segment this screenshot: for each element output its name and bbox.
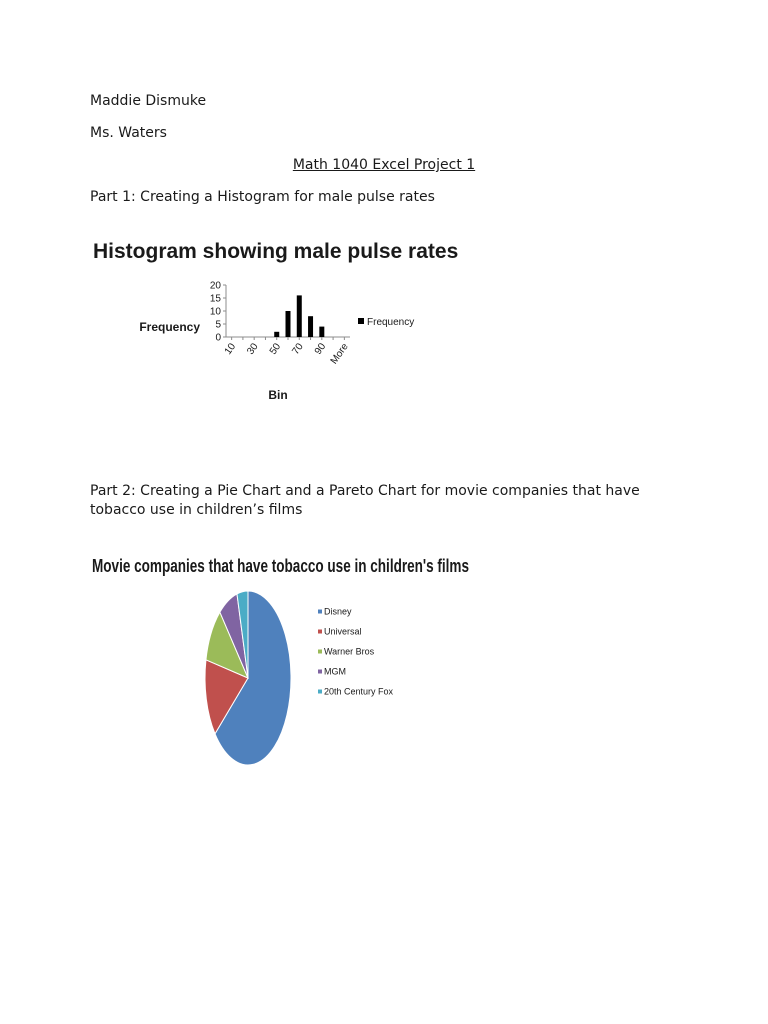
pie-legend-swatch bbox=[318, 690, 322, 694]
pie-legend bbox=[318, 607, 394, 697]
histogram-bar bbox=[297, 295, 302, 337]
histogram-y-tick-label: 0 bbox=[215, 332, 221, 344]
histogram-chart bbox=[93, 240, 458, 402]
pie-legend-label: 20th Century Fox bbox=[324, 686, 394, 697]
pie-legend-label: Disney bbox=[324, 606, 352, 617]
histogram-x-ticks bbox=[223, 337, 351, 366]
histogram-bar bbox=[308, 316, 313, 337]
histogram-x-axis-label: Bin bbox=[268, 388, 288, 402]
pie-legend-label: Warner Bros bbox=[324, 646, 375, 657]
histogram-x-tick-label: 30 bbox=[245, 341, 261, 357]
histogram-bar bbox=[319, 327, 324, 337]
histogram-y-tick-label: 15 bbox=[209, 293, 221, 305]
pie-chart bbox=[92, 556, 469, 765]
histogram-x-tick-label: 90 bbox=[312, 341, 329, 357]
histogram-legend-swatch bbox=[358, 318, 364, 324]
part2-heading-line2: tobacco use in children’s films bbox=[90, 502, 303, 518]
teacher-name: Ms. Waters bbox=[90, 125, 167, 141]
histogram-x-tick-label: More bbox=[328, 341, 351, 367]
part1-heading: Part 1: Creating a Histogram for male pulse rates bbox=[90, 189, 435, 205]
student-name: Maddie Dismuke bbox=[90, 93, 207, 109]
histogram-x-tick-label: 10 bbox=[222, 341, 239, 357]
histogram-y-tick-label: 10 bbox=[209, 306, 221, 318]
document-title: Math 1040 Excel Project 1 bbox=[292, 157, 476, 173]
pie-legend-swatch bbox=[318, 650, 322, 654]
histogram-x-tick-label: 50 bbox=[267, 341, 284, 357]
part2-heading-line1: Part 2: Creating a Pie Chart and a Pareto Chart for movie companies that have bbox=[90, 483, 640, 499]
pie-legend-swatch bbox=[318, 610, 322, 614]
histogram-bars bbox=[274, 295, 324, 337]
histogram-x-tick-label: 70 bbox=[290, 341, 306, 357]
pie-title: Movie companies that have tobacco use in children's films bbox=[92, 556, 469, 576]
pie-legend-label: MGM bbox=[324, 666, 346, 677]
histogram-y-ticks bbox=[210, 281, 226, 344]
histogram-y-tick-label: 5 bbox=[215, 319, 221, 331]
pie-slices bbox=[205, 591, 291, 765]
histogram-legend-label: Frequency bbox=[367, 317, 415, 328]
histogram-bar bbox=[274, 332, 279, 337]
histogram-y-tick-label: 20 bbox=[209, 280, 221, 292]
histogram-bar bbox=[286, 311, 291, 337]
pie-legend-swatch bbox=[318, 670, 322, 674]
histogram-y-axis-label: Frequency bbox=[139, 320, 200, 334]
pie-legend-swatch bbox=[318, 630, 322, 634]
histogram-title: Histogram showing male pulse rates bbox=[93, 240, 459, 263]
pie-legend-label: Universal bbox=[324, 626, 362, 637]
